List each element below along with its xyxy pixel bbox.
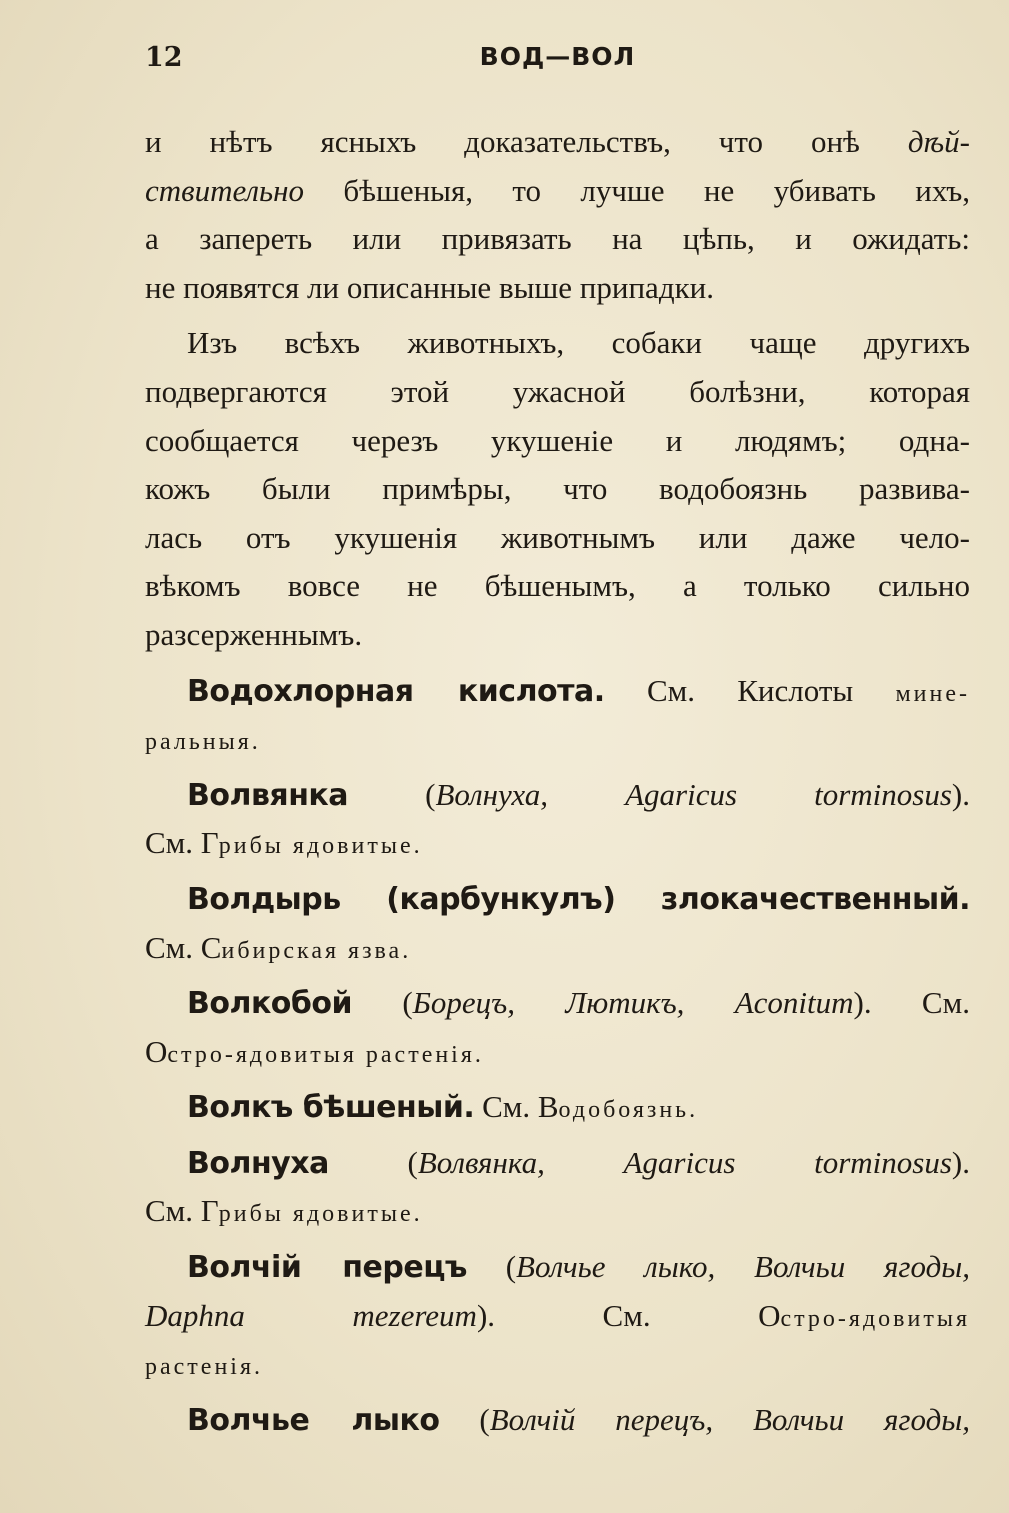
italic-run: Волчье лыко, Волчьи ягоды,: [516, 1249, 970, 1285]
text-line: [145, 1028, 970, 1077]
entry-headword: Волнуха: [187, 1145, 329, 1181]
text-run: лась отъ укушенія животнымъ или даже чело-: [145, 519, 970, 555]
text-line: [145, 368, 970, 417]
italic-run: Волчій перецъ, Волчьи ягоды,: [489, 1401, 970, 1437]
text-run: и нѣтъ ясныхъ доказательствъ, что онѣ: [145, 124, 908, 159]
text-line: [145, 1396, 970, 1445]
text-run: кожъ были примѣры, что водобоязнь развива-: [145, 471, 970, 507]
text-run: (: [466, 1249, 517, 1285]
text-run: См. Г: [145, 1193, 219, 1229]
text-run: бѣшеныя, то лучше не убивать ихъ,: [303, 172, 970, 208]
italic-run: ствительно: [145, 172, 304, 208]
text-line: [145, 611, 970, 660]
text-run: (: [352, 985, 413, 1021]
small-caps-run: стро-ядовитыя растенія.: [167, 1041, 484, 1068]
text-line: [145, 924, 970, 973]
text-run: сообщается черезъ укушеніе и людямъ; одна-: [145, 422, 970, 458]
text-line: [145, 118, 970, 167]
text-line: [145, 715, 970, 764]
entry-headword: Волдырь (карбункулъ) злокачественный.: [187, 881, 970, 917]
text-run: а запереть или привязать на цѣпь, и ожидать:: [145, 221, 970, 257]
text-run: (: [439, 1401, 490, 1437]
text-run: подвергаются этой ужасной болѣзни, которая: [145, 373, 970, 409]
text-line: [145, 465, 970, 514]
text-line: [145, 979, 970, 1028]
small-caps-run: рибы ядовитые.: [218, 833, 423, 860]
text-run: См. С: [145, 929, 222, 965]
text-line: [145, 771, 970, 820]
text-line: [145, 215, 970, 264]
page-number: 12: [145, 42, 183, 73]
text-run: (: [348, 776, 436, 812]
entry-headword: Волвянка: [187, 777, 349, 813]
text-line: [145, 1340, 970, 1389]
entry-headword: Волчье лыко: [187, 1402, 440, 1438]
running-head: ВОД—ВОЛ: [479, 42, 636, 71]
text-line: [145, 875, 970, 924]
small-caps-run: растенія.: [145, 1354, 263, 1381]
page-header: [145, 42, 970, 82]
small-caps-run: ибирская язва.: [221, 937, 412, 964]
text-run: Изъ всѣхъ животныхъ, собаки чаще другихъ: [187, 325, 970, 361]
text-run: См. Кислоты: [604, 672, 896, 708]
small-caps-run: рибы ядовитые.: [218, 1201, 423, 1228]
text-run: См. Г: [145, 825, 219, 861]
italic-run: Волвянка, Agaricus torminosus: [417, 1144, 952, 1180]
text-run: ).: [951, 776, 970, 812]
page-text: [145, 118, 970, 1444]
text-line: [145, 167, 970, 216]
text-line: [145, 562, 970, 611]
small-caps-run: мине-: [895, 680, 970, 707]
entry-headword: Волкобой: [187, 986, 352, 1022]
small-caps-run: одобоязнь.: [558, 1097, 699, 1124]
text-run: О: [145, 1033, 168, 1069]
text-line: [145, 819, 970, 868]
italic-run: Волнуха, Agaricus torminosus: [435, 776, 952, 812]
text-line: [145, 319, 970, 368]
text-line: [145, 417, 970, 466]
text-line: [145, 1187, 970, 1236]
text-run: (: [328, 1144, 418, 1180]
text-line: [145, 667, 970, 716]
entry-headword: Водохлорная кислота.: [187, 673, 605, 709]
text-line: [145, 1243, 970, 1292]
text-run: ).: [951, 1144, 970, 1180]
text-line: [145, 1083, 970, 1132]
italic-run: Daphna mezereum: [145, 1297, 477, 1333]
text-line: [145, 1292, 970, 1341]
italic-run: дѣй-: [907, 124, 970, 159]
small-caps-run: стро-ядовитыя: [780, 1305, 970, 1332]
text-line: [145, 514, 970, 563]
text-run: ). См.: [853, 985, 970, 1021]
text-run: не появятся ли описанные выше припадки.: [145, 269, 714, 305]
text-line: [145, 264, 970, 313]
text-run: См. В: [474, 1089, 559, 1125]
text-run: вѣкомъ вовсе не бѣшенымъ, а только сильно: [145, 568, 970, 604]
small-caps-run: ральныя.: [145, 729, 261, 756]
italic-run: Борецъ, Лютикъ, Aconitum: [412, 985, 854, 1021]
text-run: разсерженнымъ.: [145, 616, 363, 652]
entry-headword: Волкъ бѣшеный.: [187, 1090, 475, 1126]
text-run: ). См. О: [476, 1297, 781, 1333]
entry-headword: Волчій перецъ: [187, 1250, 467, 1286]
text-line: [145, 1139, 970, 1188]
